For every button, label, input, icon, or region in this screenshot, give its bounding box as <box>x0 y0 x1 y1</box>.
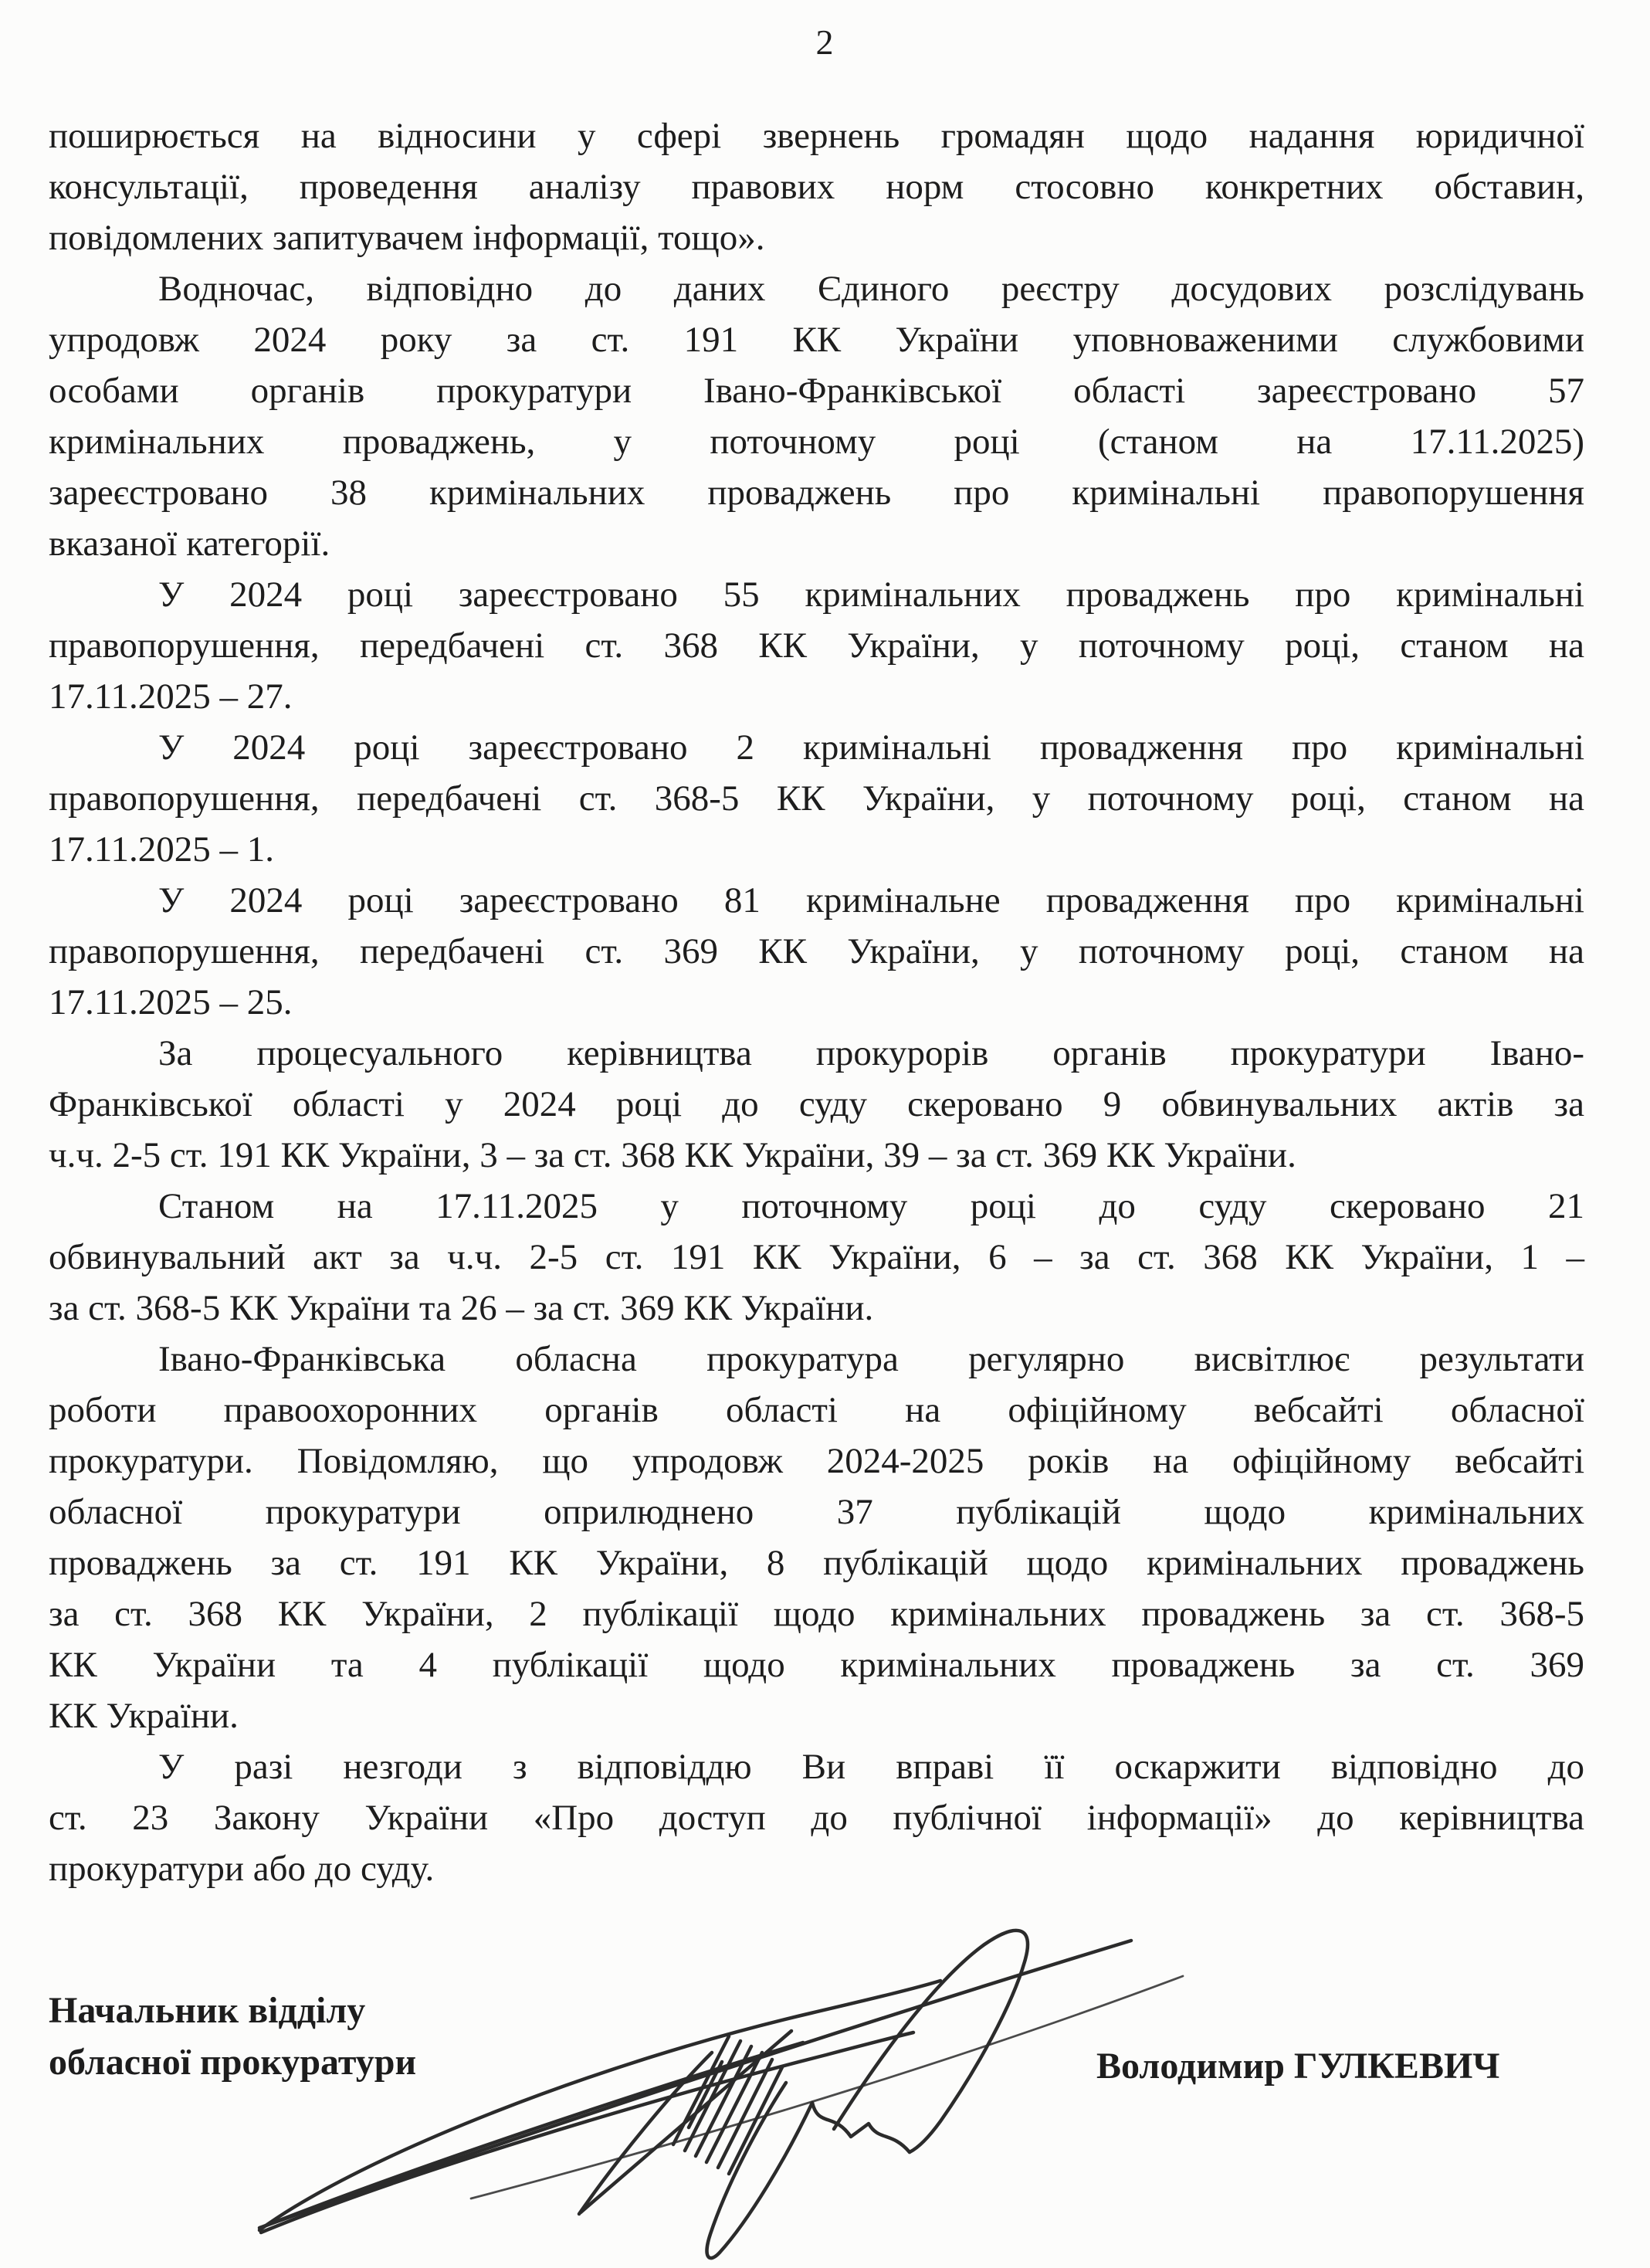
text-line: КК України та 4 публікації щодо кримінальних проваджень за ст. 369 <box>49 1645 1584 1685</box>
signer-position-line2: обласної прокуратури <box>49 2042 417 2083</box>
signer-name: Володимир ГУЛКЕВИЧ <box>1096 2046 1500 2087</box>
text-line: Станом на 17.11.2025 у поточному році до суду скеровано 21 <box>158 1186 1584 1226</box>
page-number: 2 <box>815 22 835 62</box>
text-line: У 2024 році зареєстровано 81 кримінальне провадження про кримінальні <box>158 880 1584 920</box>
text-line: За процесуального керівництва прокурорів органів прокуратури Івано- <box>158 1033 1584 1073</box>
text-line: обвинувальний акт за ч.ч. 2-5 ст. 191 КК України, 6 – за ст. 368 КК України, 1 – <box>49 1237 1584 1277</box>
text-line: проваджень за ст. 191 КК України, 8 публікацій щодо кримінальних проваджень <box>49 1543 1584 1583</box>
text-line: за ст. 368-5 КК України та 26 – за ст. 369 КК України. <box>49 1288 874 1328</box>
text-line: У 2024 році зареєстровано 2 кримінальні провадження про кримінальні <box>158 727 1584 768</box>
text-line: обласної прокуратури оприлюднено 37 публікацій щодо кримінальних <box>49 1492 1584 1532</box>
text-line: КК України. <box>49 1696 239 1736</box>
document-body <box>49 110 1584 1894</box>
text-line: особами органів прокуратури Івано-Франківської області зареєстровано 57 <box>49 371 1584 411</box>
handwritten-signature-scribble <box>216 1896 1220 2268</box>
text-line: 17.11.2025 – 1. <box>49 829 275 870</box>
text-line: кримінальних проваджень, у поточному році (станом на 17.11.2025) <box>49 422 1584 462</box>
text-line: Водночас, відповідно до даних Єдиного реєстру досудових розслідувань <box>158 269 1584 309</box>
text-line: Франківської області у 2024 році до суду скеровано 9 обвинувальних актів за <box>49 1084 1584 1124</box>
text-line: 17.11.2025 – 25. <box>49 982 293 1022</box>
text-line: повідомлених запитувачем інформації, тощо». <box>49 218 765 258</box>
text-line: 17.11.2025 – 27. <box>49 676 293 717</box>
text-line: упродовж 2024 року за ст. 191 КК України уповноваженими службовими <box>49 320 1584 360</box>
text-line: за ст. 368 КК України, 2 публікації щодо кримінальних проваджень за ст. 368-5 <box>49 1594 1584 1634</box>
text-line: ч.ч. 2-5 ст. 191 КК України, 3 – за ст. 368 КК України, 39 – за ст. 369 КК України. <box>49 1135 1296 1175</box>
text-line: зареєстровано 38 кримінальних проваджень про кримінальні правопорушення <box>49 473 1584 513</box>
text-line: ст. 23 Закону України «Про доступ до публічної інформації» до керівництва <box>49 1798 1584 1838</box>
text-line: вказаної категорії. <box>49 524 330 564</box>
text-line: поширюється на відносини у сфері звернень громадян щодо надання юридичної <box>49 116 1584 156</box>
signer-position-line1: Начальник відділу <box>49 1990 366 2031</box>
text-line: роботи правоохоронних органів області на офіційному вебсайті обласної <box>49 1390 1584 1430</box>
text-line: У 2024 році зареєстровано 55 кримінальних проваджень про кримінальні <box>158 575 1584 615</box>
text-line: консультації, проведення аналізу правових норм стосовно конкретних обставин, <box>49 167 1584 207</box>
text-line: прокуратури. Повідомляю, що упродовж 2024-2025 років на офіційному вебсайті <box>49 1441 1584 1481</box>
text-line: правопорушення, передбачені ст. 368 КК України, у поточному році, станом на <box>49 625 1584 666</box>
text-line: прокуратури або до суду. <box>49 1849 435 1889</box>
text-line: правопорушення, передбачені ст. 369 КК України, у поточному році, станом на <box>49 931 1584 971</box>
text-line: Івано-Франківська обласна прокуратура регулярно висвітлює результати <box>158 1339 1584 1379</box>
text-line: правопорушення, передбачені ст. 368-5 КК України, у поточному році, станом на <box>49 778 1584 819</box>
text-line: У разі незгоди з відповіддю Ви вправі її оскаржити відповідно до <box>158 1747 1584 1787</box>
